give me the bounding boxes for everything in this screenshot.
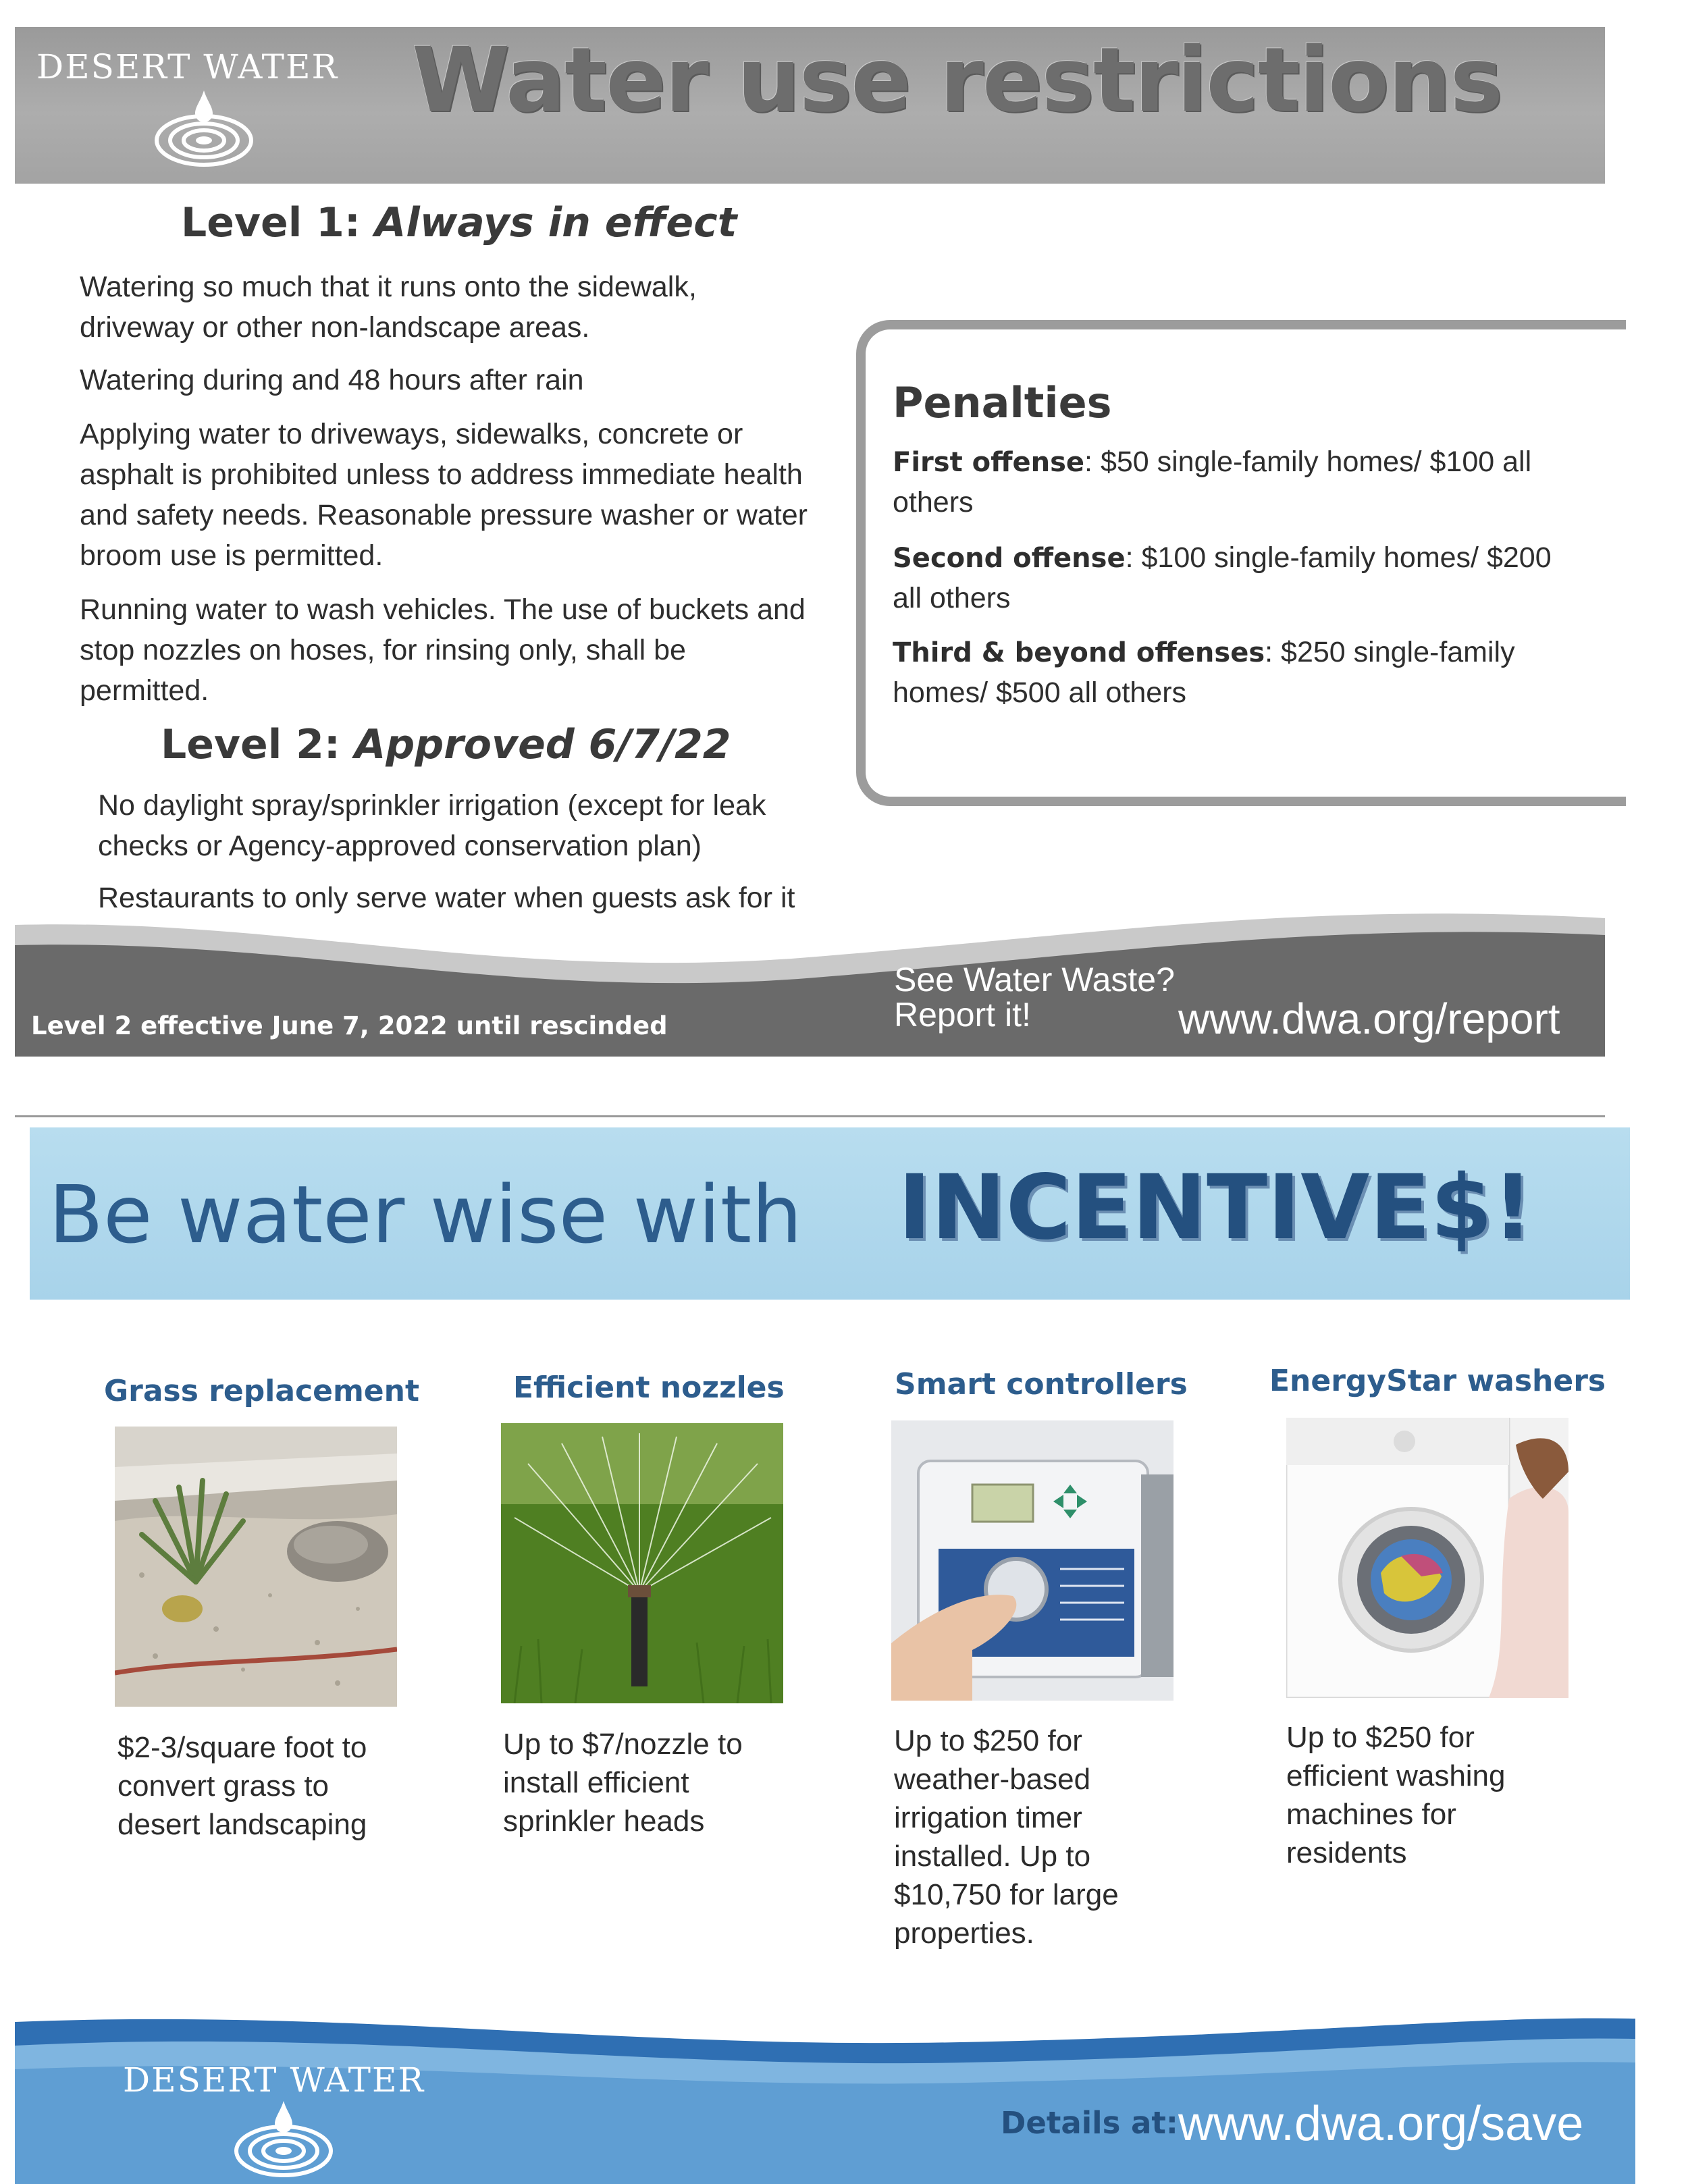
penalty-label: First offense bbox=[893, 447, 1085, 478]
penalty-label: Third & beyond offenses bbox=[893, 637, 1265, 668]
level2-effective-note: Level 2 effective June 7, 2022 until rescinded bbox=[31, 1011, 668, 1040]
report-prompt bbox=[894, 962, 1175, 1032]
logo-text: DESERT WATER bbox=[36, 47, 339, 86]
card-text-washers: Up to $250 for efficient washing machines for residents bbox=[1286, 1721, 1506, 1869]
level1-item: Applying water to driveways, sidewalks, concrete or asphalt is prohibited unless to address immediate health and safety needs. Reasonable pressure washer or water broom use is permitted. bbox=[80, 418, 808, 572]
card-title-nozzles: Efficient nozzles bbox=[513, 1370, 785, 1405]
desert-landscape-photo bbox=[115, 1427, 397, 1707]
footer-logo-text: DESERT WATER bbox=[123, 2060, 425, 2100]
footer-water-drop-logo-icon bbox=[233, 2098, 334, 2179]
details-label: Details at: bbox=[1001, 2105, 1178, 2141]
level2-heading bbox=[161, 721, 731, 768]
report-line-2: Report it! bbox=[894, 996, 1031, 1034]
level1-item: Watering so much that it runs onto the sidewalk, driveway or other non-landscape areas. bbox=[80, 271, 697, 344]
level1-heading-emphasis: Always in effect bbox=[374, 199, 737, 246]
penalty-item bbox=[893, 538, 1581, 618]
card-title-controllers: Smart controllers bbox=[895, 1367, 1188, 1402]
penalty-text: : $250 single-family homes/ $500 all others bbox=[893, 636, 1515, 709]
penalties-title: Penalties bbox=[893, 378, 1112, 427]
level2-heading-prefix: Level 2: bbox=[161, 721, 340, 768]
sprinkler-head-photo bbox=[501, 1423, 783, 1703]
water-drop-logo-icon bbox=[153, 88, 255, 169]
level2-item: Restaurants to only serve water when guests ask for it bbox=[98, 882, 795, 914]
level1-heading bbox=[181, 199, 737, 246]
smart-controller-photo bbox=[891, 1420, 1173, 1701]
report-line-1: See Water Waste? bbox=[894, 961, 1175, 998]
penalty-item bbox=[893, 633, 1581, 713]
card-text-controllers: Up to $250 for weather-based irrigation timer installed. Up to $10,750 for large properties. bbox=[894, 1724, 1119, 1950]
card-title-washers: EnergyStar washers bbox=[1269, 1364, 1606, 1398]
card-text-grass: $2-3/square foot to convert grass to desert landscaping bbox=[117, 1731, 367, 1841]
level1-heading-prefix: Level 1: bbox=[181, 199, 361, 246]
report-url-link[interactable]: www.dwa.org/report bbox=[1178, 994, 1560, 1043]
penalty-text: : $50 single-family homes/ $100 all others bbox=[893, 446, 1532, 518]
card-title-grass: Grass replacement bbox=[104, 1374, 419, 1408]
penalty-text: : $100 single-family homes/ $200 all others bbox=[893, 541, 1552, 614]
details-url-link[interactable]: www.dwa.org/save bbox=[1178, 2097, 1584, 2151]
penalty-label: Second offense bbox=[893, 543, 1126, 574]
level1-item: Watering during and 48 hours after rain bbox=[80, 364, 584, 396]
page-title: Water use restrictions bbox=[412, 28, 1502, 132]
level2-heading-emphasis: Approved 6/7/22 bbox=[354, 721, 731, 768]
level2-item: No daylight spray/sprinkler irrigation (except for leak checks or Agency-approved conservation plan) bbox=[98, 789, 766, 862]
penalty-item bbox=[893, 442, 1581, 523]
incentives-banner-lead: Be water wise with bbox=[49, 1168, 802, 1261]
washing-machine-photo bbox=[1286, 1418, 1568, 1698]
level1-item: Running water to wash vehicles. The use of buckets and stop nozzles on hoses, for rinsing only, shall be permitted. bbox=[80, 593, 806, 707]
card-text-nozzles: Up to $7/nozzle to install efficient sprinkler heads bbox=[503, 1728, 743, 1838]
section-divider bbox=[15, 1115, 1605, 1117]
incentives-banner-strong: INCENTIVE$! bbox=[898, 1156, 1533, 1260]
